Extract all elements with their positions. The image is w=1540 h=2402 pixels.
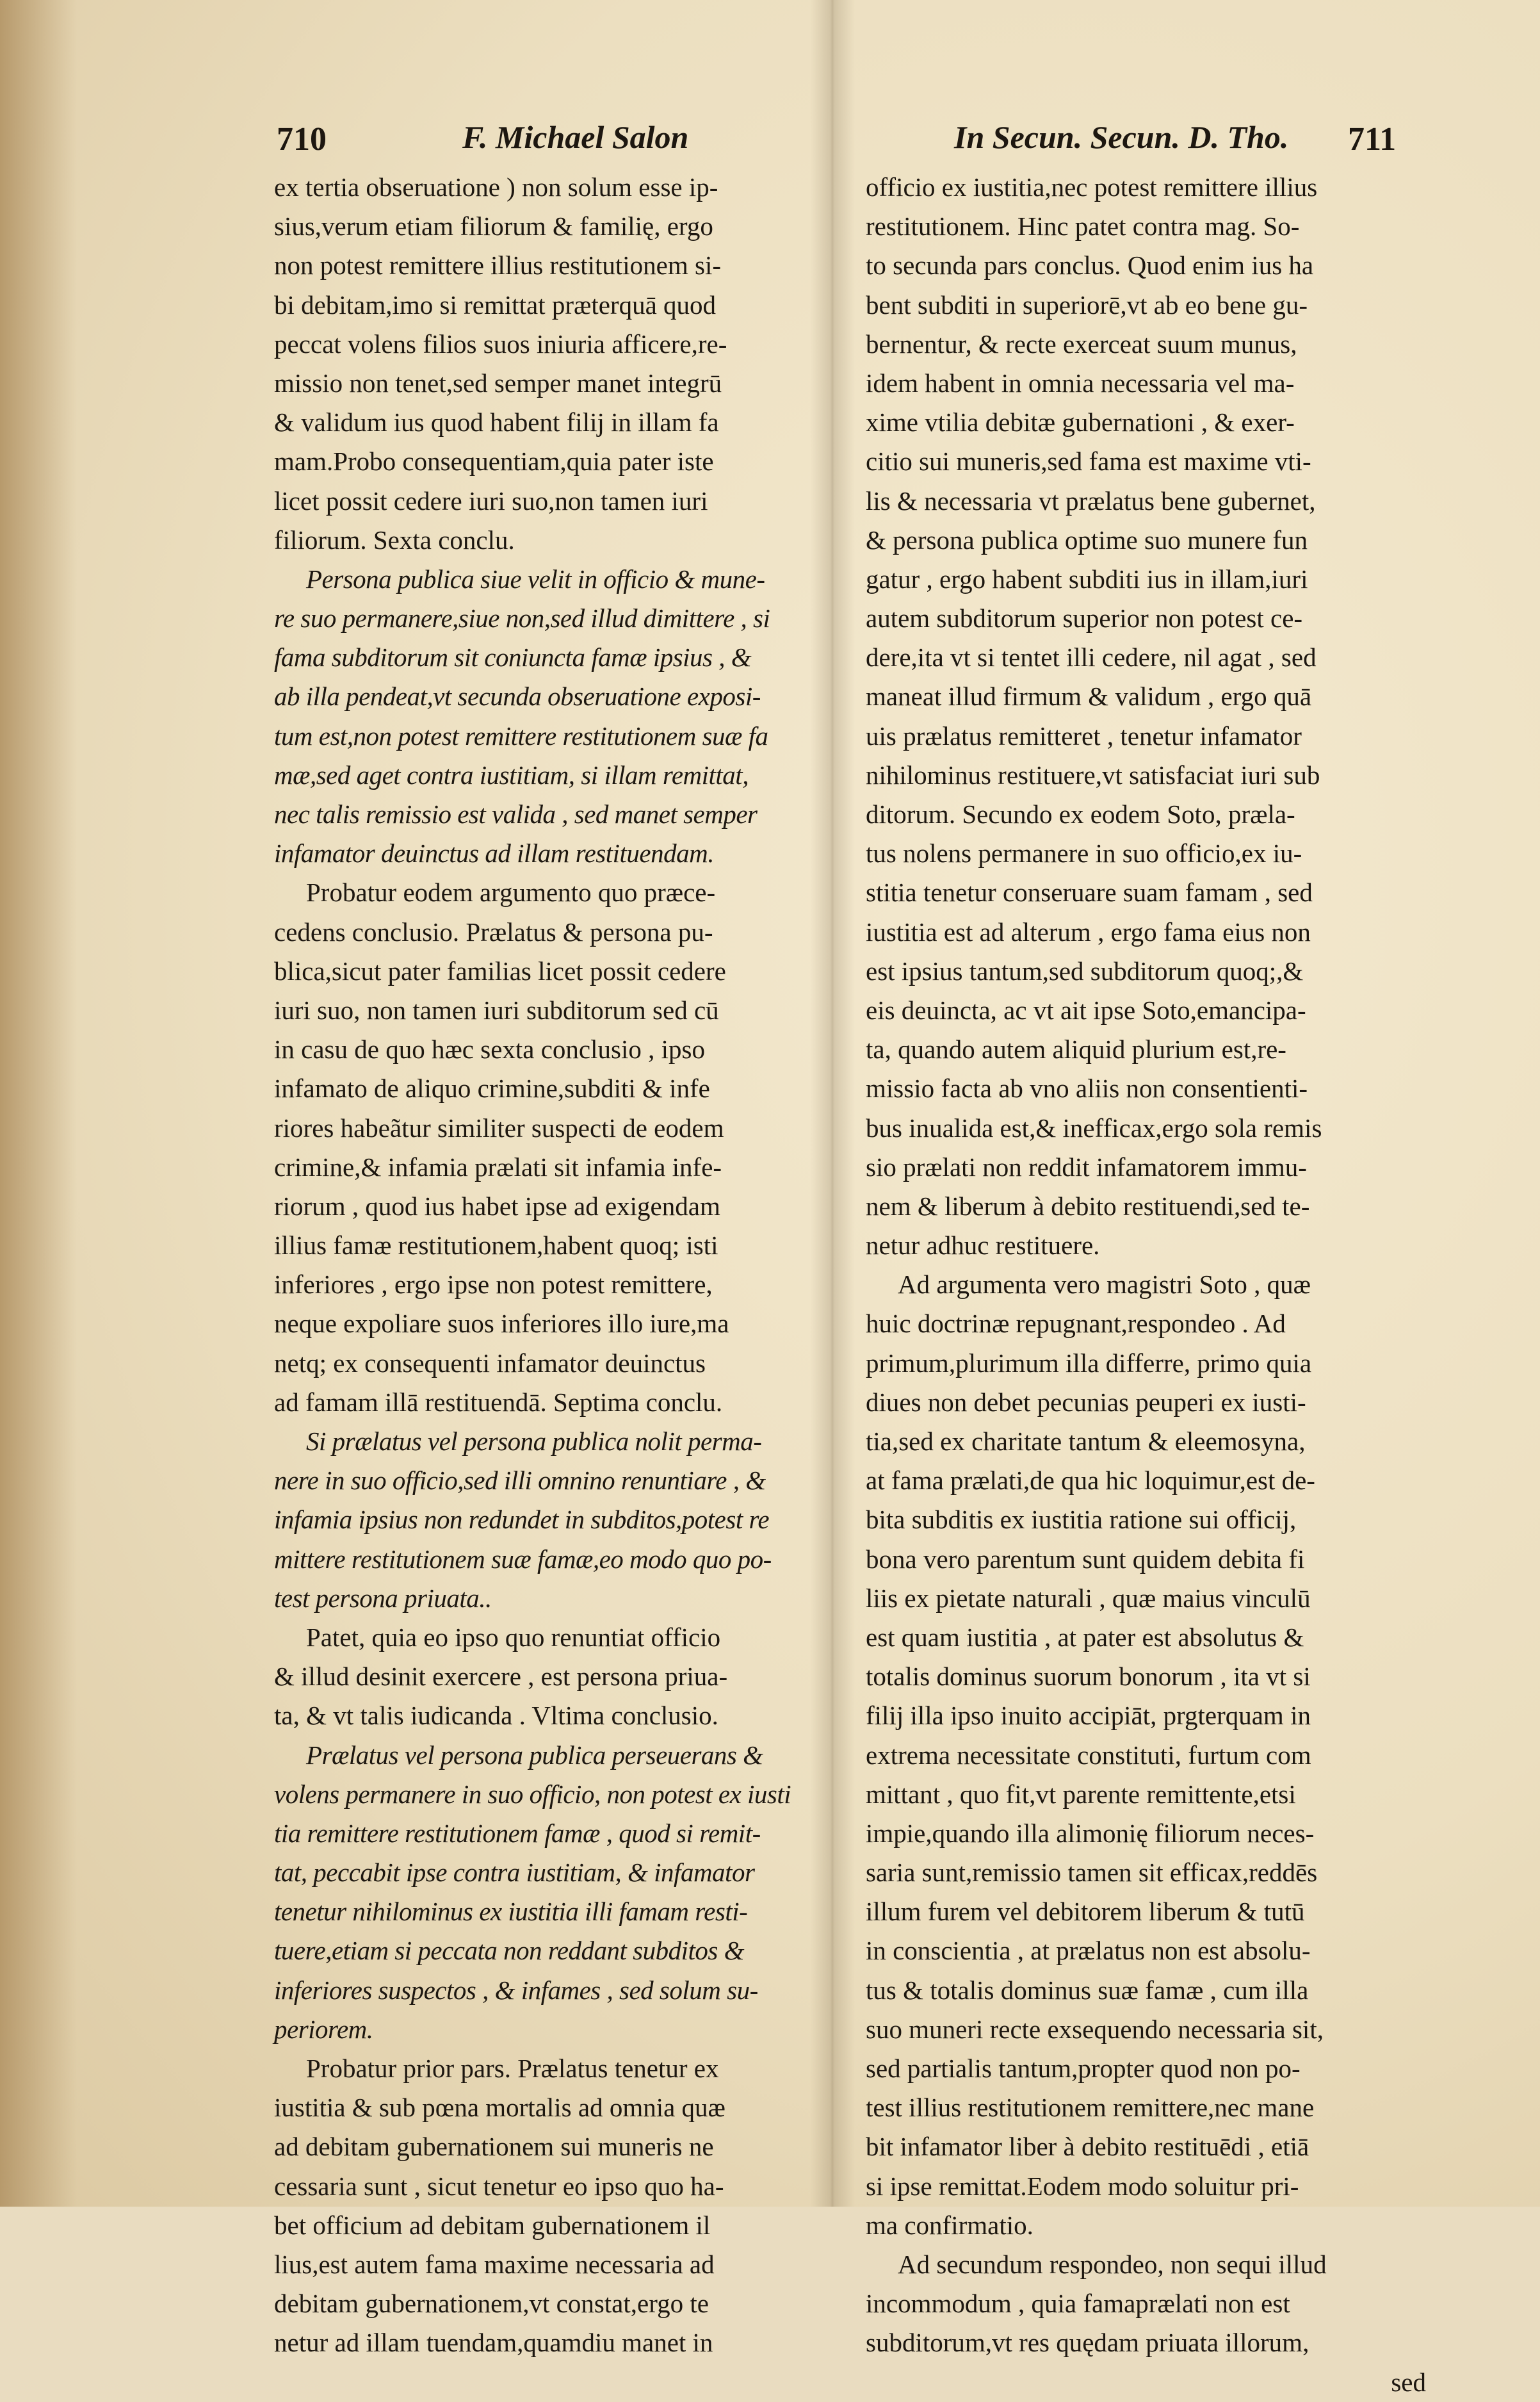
text-line: tum est,non potest remittere restitutionem suæ fa xyxy=(274,721,768,751)
text-line: nere in suo officio,sed illi omnino renuntiare , & xyxy=(274,1466,766,1496)
left-text-column xyxy=(274,168,831,2363)
text-line: huic doctrinæ repugnant,respondeo . Ad xyxy=(866,1309,1286,1339)
text-line: & validum ius quod habent filij in illam fa xyxy=(274,407,719,437)
text-line: extrema necessitate constituti, furtum com xyxy=(866,1740,1311,1770)
text-line: liis ex pietate naturali , quæ maius vinculū xyxy=(866,1583,1311,1613)
text-line: restitutionem. Hinc patet contra mag. So- xyxy=(866,211,1300,241)
text-line: tus & totalis dominus suæ famæ , cum illa xyxy=(866,1975,1309,2005)
catchword: sed xyxy=(1391,2367,1426,2397)
text-line: saria sunt,remissio tamen sit efficax,reddēs xyxy=(866,1858,1318,1888)
text-line: Prælatus vel persona publica perseuerans & xyxy=(306,1740,763,1770)
text-line: blica,sicut pater familias licet possit cedere xyxy=(274,956,726,986)
text-line: ta, & vt talis iudicanda . Vltima conclusio. xyxy=(274,1701,718,1731)
text-line: bona vero parentum sunt quidem debita fi xyxy=(866,1544,1305,1574)
text-line: est quam iustitia , at pater est absolutus & xyxy=(866,1622,1304,1652)
text-line: tenetur nihilominus ex iustitia illi famam resti- xyxy=(274,1897,748,1927)
text-line: peccat volens filios suos iniuria afficere,re- xyxy=(274,329,727,359)
left-running-head: F. Michael Salon xyxy=(462,119,689,155)
text-line: cedens conclusio. Prælatus & persona pu- xyxy=(274,917,713,947)
text-line: riores habeãtur similiter suspecti de eodem xyxy=(274,1113,724,1143)
text-line: totalis dominus suorum bonorum , ita vt si xyxy=(866,1662,1311,1692)
text-line: tia,sed ex charitate tantum & eleemosyna, xyxy=(866,1426,1306,1456)
text-line: sed partialis tantum,propter quod non po- xyxy=(866,2054,1301,2083)
text-line: lis & necessaria vt prælatus bene gubernet, xyxy=(866,486,1316,516)
text-line: impie,quando illa alimonię filiorum neces- xyxy=(866,1818,1315,1848)
text-line: tus nolens permanere in suo officio,ex iu- xyxy=(866,838,1302,869)
text-line: Probatur prior pars. Prælatus tenetur ex xyxy=(306,2054,719,2083)
text-line: netq; ex consequenti infamator deuinctus xyxy=(274,1348,706,1378)
text-line: Ad secundum respondeo, non sequi illud xyxy=(898,2249,1327,2279)
text-line: ad debitam gubernationem sui muneris ne xyxy=(274,2132,714,2162)
text-line: maneat illud firmum & validum , ergo quā xyxy=(866,682,1312,712)
text-line: missio facta ab vno aliis non consentienti- xyxy=(866,1074,1308,1104)
text-line: infamia ipsius non redundet in subditos,potest re xyxy=(274,1505,770,1535)
text-line: test persona priuata.. xyxy=(274,1583,492,1613)
text-line: bit infamator liber à debito restituēdi , etiā xyxy=(866,2132,1309,2162)
text-line: non potest remittere illius restitutionem si- xyxy=(274,250,722,281)
text-line: riorum , quod ius habet ipse ad exigendam xyxy=(274,1191,720,1221)
text-line: primum,plurimum illa differre, primo quia xyxy=(866,1348,1312,1378)
text-line: subditorum,vt res quędam priuata illorum, xyxy=(866,2328,1309,2358)
text-line: bent subditi in superiorē,vt ab eo bene gu- xyxy=(866,290,1308,320)
text-line: crimine,& infamia prælati sit infamia infe- xyxy=(274,1152,722,1182)
text-line: neque expoliare suos inferiores illo iure,ma xyxy=(274,1309,729,1339)
text-line: missio non tenet,sed semper manet integrū xyxy=(274,368,722,398)
text-line: ta, quando autem aliquid plurium est,re- xyxy=(866,1034,1286,1065)
text-line: gatur , ergo habent subditi ius in illam,iuri xyxy=(866,564,1308,594)
text-line: suo muneri recte exsequendo necessaria sit, xyxy=(866,2014,1324,2044)
text-line: Ad argumenta vero magistri Soto , quæ xyxy=(898,1270,1311,1300)
text-line: nec talis remissio est valida , sed manet semper xyxy=(274,799,758,829)
text-line: uis prælatus remitteret , tenetur infamator xyxy=(866,721,1302,751)
text-line: ma confirmatio. xyxy=(866,2210,1033,2240)
text-line: in casu de quo hæc sexta conclusio , ipso xyxy=(274,1034,705,1065)
text-line: Si prælatus vel persona publica nolit perma- xyxy=(306,1426,762,1456)
text-line: illius famæ restitutionem,habent quoq; isti xyxy=(274,1230,718,1261)
text-line: re suo permanere,siue non,sed illud dimittere , si xyxy=(274,603,770,633)
text-line: in conscientia , at prælatus non est absolu- xyxy=(866,1936,1311,1966)
text-line: bet officium ad debitam gubernationem il xyxy=(274,2210,711,2240)
text-line: & illud desinit exercere , est persona priua- xyxy=(274,1662,728,1692)
text-line: mittant , quo fit,vt parente remittente,etsi xyxy=(866,1779,1296,1809)
text-line: infamato de aliquo crimine,subditi & infe xyxy=(274,1074,710,1104)
left-page-number: 710 xyxy=(277,121,327,158)
text-line: dere,ita vt si tentet illi cedere, nil agat , sed xyxy=(866,642,1317,673)
text-line: filiorum. Sexta conclu. xyxy=(274,525,515,555)
text-line: to secunda pars conclus. Quod enim ius ha xyxy=(866,250,1314,281)
text-line: & persona publica optime suo munere fun xyxy=(866,525,1308,555)
text-line: stitia tenetur conseruare suam famam , sed xyxy=(866,878,1313,908)
text-line: est ipsius tantum,sed subditorum quoq;,& xyxy=(866,956,1304,986)
text-line: nem & liberum à debito restituendi,sed te- xyxy=(866,1191,1310,1221)
text-line: mittere restitutionem suæ famæ,eo modo quo po- xyxy=(274,1544,772,1574)
text-line: netur ad illam tuendam,quamdiu manet in xyxy=(274,2328,713,2358)
text-line: xime vtilia debitæ gubernationi , & exer- xyxy=(866,407,1295,437)
text-line: officio ex iustitia,nec potest remittere illius xyxy=(866,172,1318,202)
text-line: ad famam illā restituendā. Septima conclu. xyxy=(274,1387,723,1417)
text-line: nihilominus restituere,vt satisfaciat iuri sub xyxy=(866,760,1320,790)
text-line: tuere,etiam si peccata non reddant subditos & xyxy=(274,1936,744,1966)
text-line: Patet, quia eo ipso quo renuntiat officio xyxy=(306,1622,721,1652)
text-line: Persona publica siue velit in officio & mune- xyxy=(306,564,765,594)
text-line: inferiores suspectos , & infames , sed solum su- xyxy=(274,1975,758,2005)
text-line: ab illa pendeat,vt secunda obseruatione exposi- xyxy=(274,682,761,712)
text-line: eis deuincta, ac vt ait ipse Soto,emancipa- xyxy=(866,995,1306,1025)
text-line: infamator deuinctus ad illam restituendam. xyxy=(274,838,714,869)
text-line: sius,verum etiam filiorum & familię, ergo xyxy=(274,211,713,241)
right-running-head: In Secun. Secun. D. Tho. xyxy=(954,119,1289,155)
text-line: si ipse remittat.Eodem modo soluitur pri- xyxy=(866,2171,1299,2201)
text-line: tat, peccabit ipse contra iustitiam, & infamator xyxy=(274,1858,755,1888)
text-line: inferiores , ergo ipse non potest remittere, xyxy=(274,1270,713,1300)
text-line: bi debitam,imo si remittat præterquā quod xyxy=(274,290,717,320)
text-line: ex tertia obseruatione ) non solum esse ip- xyxy=(274,172,718,202)
text-line: citio sui muneris,sed fama est maxime vti- xyxy=(866,446,1311,477)
right-text-column xyxy=(866,168,1426,2402)
text-line: illum furem vel debitorem liberum & tutū xyxy=(866,1897,1305,1927)
text-line: iuri suo, non tamen iuri subditorum sed cū xyxy=(274,995,719,1025)
text-line: bus inualida est,& inefficax,ergo sola remis xyxy=(866,1113,1322,1143)
text-line: debitam gubernationem,vt constat,ergo te xyxy=(274,2289,709,2319)
text-line: at fama prælati,de qua hic loquimur,est de- xyxy=(866,1466,1315,1496)
text-line: tia remittere restitutionem famæ , quod si remit- xyxy=(274,1818,761,1848)
right-page-number: 711 xyxy=(1348,121,1397,158)
text-line: volens permanere in suo officio, non potest ex iusti xyxy=(274,1779,791,1809)
text-line: filij illa ipso inuito accipiāt, prgterquam in xyxy=(866,1701,1311,1731)
text-line: ditorum. Secundo ex eodem Soto, præla- xyxy=(866,799,1295,829)
text-line: test illius restitutionem remittere,nec mane xyxy=(866,2093,1315,2123)
text-line: iustitia & sub pœna mortalis ad omnia quæ xyxy=(274,2093,725,2123)
text-line: bita subditis ex iustitia ratione sui officij, xyxy=(866,1505,1297,1535)
text-line: diues non debet pecunias peuperi ex iusti- xyxy=(866,1387,1306,1417)
text-line: cessaria sunt , sicut tenetur eo ipso quo ha- xyxy=(274,2171,724,2201)
text-line: bernentur, & recte exerceat suum munus, xyxy=(866,329,1297,359)
text-line: mam.Probo consequentiam,quia pater iste xyxy=(274,446,714,477)
text-line: lius,est autem fama maxime necessaria ad xyxy=(274,2249,715,2279)
text-line: idem habent in omnia necessaria vel ma- xyxy=(866,368,1295,398)
text-line: sio prælati non reddit infamatorem immu- xyxy=(866,1152,1307,1182)
text-line: Probatur eodem argumento quo præce- xyxy=(306,878,716,908)
text-line: periorem. xyxy=(274,2014,373,2044)
text-line: licet possit cedere iuri suo,non tamen iuri xyxy=(274,486,708,516)
page-edge-shadow xyxy=(0,0,77,2207)
text-line: fama subditorum sit coniuncta famæ ipsius , & xyxy=(274,642,752,673)
text-line: netur adhuc restituere. xyxy=(866,1230,1100,1261)
text-line: iustitia est ad alterum , ergo fama eius non xyxy=(866,917,1311,947)
text-line: incommodum , quia famaprælati non est xyxy=(866,2289,1290,2319)
text-line: mæ,sed aget contra iustitiam, si illam remittat, xyxy=(274,760,749,790)
text-line: autem subditorum superior non potest ce- xyxy=(866,603,1303,633)
